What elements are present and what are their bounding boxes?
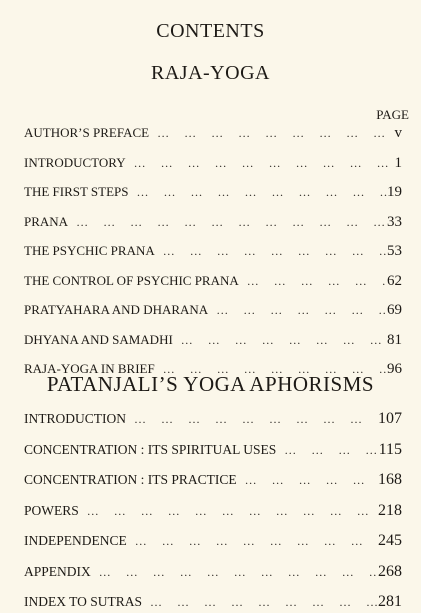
toc-entry <box>24 410 402 430</box>
toc-entry-page: 19 <box>387 184 402 200</box>
toc-entry-page: 96 <box>387 361 402 377</box>
toc-entry-page: 218 <box>378 501 402 519</box>
dot-leader <box>208 303 387 318</box>
toc-entry-page: 115 <box>378 440 402 458</box>
dot-leader <box>79 504 378 519</box>
toc-entry <box>24 471 402 491</box>
page-column-label: PAGE <box>376 107 409 122</box>
toc-entry-title: APPENDIX <box>24 563 91 579</box>
toc-entry-title: INTRODUCTORY <box>24 154 126 170</box>
toc-entry-page: 245 <box>378 532 402 549</box>
toc-entry-title: INDEPENDENCE <box>24 533 127 548</box>
toc-entry-title: THE CONTROL OF PSYCHIC PRANA <box>24 272 239 288</box>
toc-entry-page: 33 <box>387 213 402 230</box>
dot-leader <box>276 443 378 458</box>
dot-leader <box>173 333 387 348</box>
toc-entry-page: 62 <box>387 272 402 289</box>
toc-entry <box>24 125 402 145</box>
toc-entry-title: POWERS <box>24 502 79 518</box>
toc-entry <box>24 243 402 263</box>
toc-entry-title: RAJA-YOGA IN BRIEF <box>24 361 155 376</box>
toc-entry-title: CONCENTRATION : ITS SPIRITUAL USES <box>24 441 277 457</box>
toc-entry <box>24 214 402 234</box>
dot-leader <box>129 185 387 200</box>
toc-entry-page: 53 <box>387 243 402 259</box>
toc-entry-title: PRATYAHARA AND DHARANA <box>24 302 209 317</box>
toc-entry-title: PRANA <box>24 213 69 229</box>
dot-leader <box>91 565 378 580</box>
toc-entry <box>24 155 402 175</box>
toc-entry-title: INTRODUCTION <box>24 411 126 426</box>
toc-entry <box>24 332 402 352</box>
toc-entry-page: 1 <box>394 154 402 171</box>
toc-entry-page: v <box>394 125 402 141</box>
toc-entry-title: DHYANA AND SAMADHI <box>24 331 173 347</box>
toc-entry-title: CONCENTRATION : ITS PRACTICE <box>24 472 237 487</box>
toc-entry-title: AUTHOR’S PREFACE <box>24 125 150 140</box>
toc-entry-title: THE PSYCHIC PRANA <box>24 243 155 258</box>
toc-entry-page: 268 <box>378 562 402 580</box>
raja-yoga-heading: RAJA-YOGA <box>151 62 270 84</box>
contents-heading: CONTENTS <box>156 20 265 42</box>
patanjali-heading: PATANJALI’S YOGA APHORISMS <box>46 372 375 396</box>
toc-entry-page: 168 <box>378 471 402 488</box>
dot-leader <box>68 215 387 230</box>
toc-entry-title: INDEX TO SUTRAS <box>24 594 143 609</box>
dot-leader <box>155 244 387 259</box>
toc-entry-page: 107 <box>378 410 402 427</box>
toc-entry-page: 69 <box>387 302 402 318</box>
toc-entry-page: 81 <box>387 331 402 348</box>
toc-entry <box>24 593 402 613</box>
dot-leader <box>126 412 378 427</box>
dot-leader <box>127 534 378 549</box>
toc-entry <box>24 273 402 293</box>
toc-entry <box>24 302 402 322</box>
toc-entry <box>24 184 402 204</box>
dot-leader <box>237 473 378 488</box>
toc-entry <box>24 502 402 522</box>
toc-entry-page: 281 <box>378 593 402 610</box>
toc-entry <box>24 532 402 552</box>
dot-leader <box>149 126 388 141</box>
toc-entry <box>24 441 402 461</box>
toc-entry <box>24 563 402 583</box>
dot-leader <box>239 274 387 289</box>
dot-leader <box>126 156 388 171</box>
toc-entry-title: THE FIRST STEPS <box>24 184 129 199</box>
dot-leader <box>142 595 378 610</box>
